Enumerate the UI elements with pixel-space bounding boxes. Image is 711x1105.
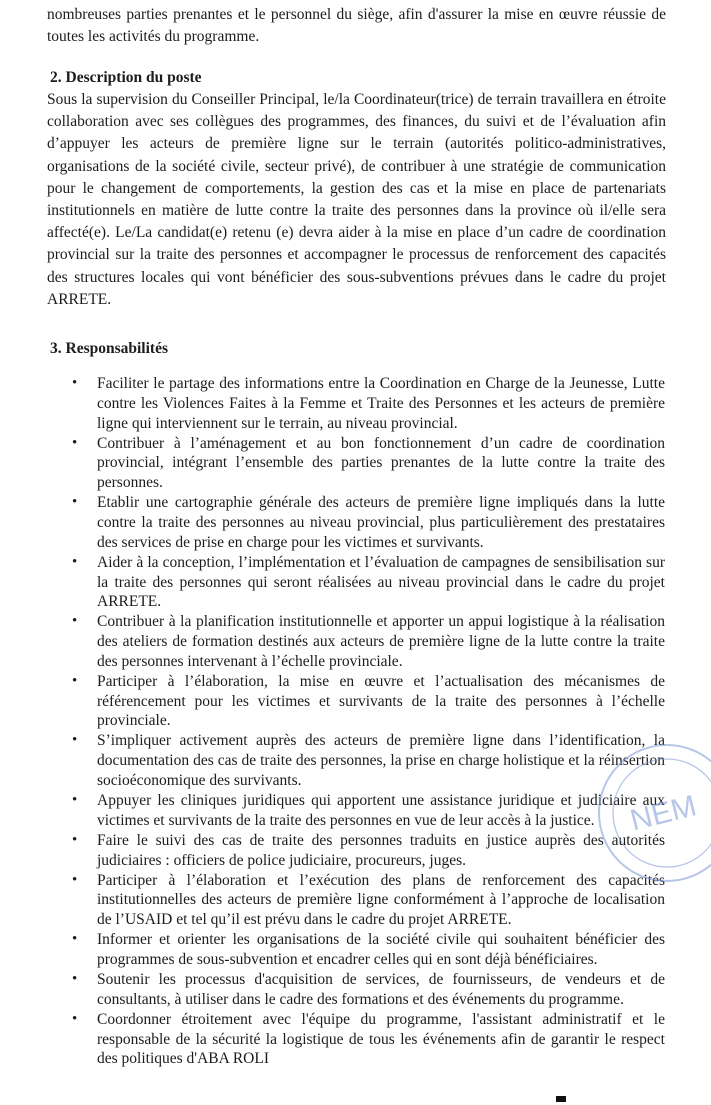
list-item (72, 434, 665, 493)
bullet-icon: • (72, 732, 78, 749)
section-heading-responsabilites: 3. Responsabilités (50, 340, 168, 357)
list-item-text: Participer à l’élaboration et l’exécution des plans de renforcement des capacités institutionnelles des acteurs de première ligne conformément à l’approche de localisation de l’USAID et tel qu’il est prévu dans le cadre du projet ARRETE. (97, 871, 665, 929)
list-item-text: Etablir une cartographie générale des acteurs de première ligne impliqués dans la lutte contre la traite des personnes au niveau provincial, plus particulièrement des prestataires des services de prise en charge pour les victimes et survivants. (97, 494, 665, 551)
stamp-seal-icon (592, 738, 711, 888)
list-item (72, 970, 665, 1010)
bullet-icon: • (72, 931, 78, 948)
list-item (72, 791, 665, 831)
list-item (72, 612, 665, 671)
list-item-text: Faire le suivi des cas de traite des personnes traduits en justice auprès des autorités judiciaires : officiers de police judiciaire, procureurs, juges. (97, 831, 665, 869)
bullet-icon: • (72, 792, 78, 809)
list-item-text: Coordonner étroitement avec l'équipe du programme, l'assistant administratif et le responsable de la sécurité la logistique de tous les événements afin de garantir le respect des politiques d'ABA ROLI (97, 1010, 665, 1068)
list-item-text: Aider à la conception, l’implémentation et l’évaluation de campagnes de sensibilisation sur la traite des personnes qui seront réalisées au niveau provincial dans le cadre du projet ARRETE. (97, 553, 665, 611)
bullet-icon: • (72, 494, 78, 511)
list-item-text: Appuyer les cliniques juridiques qui apportent une assistance juridique et judiciaire aux victimes et survivants de la traite des personnes en vue de leur accès à la justice. (97, 792, 665, 829)
list-item (72, 553, 665, 612)
list-item (72, 930, 665, 970)
list-item (72, 831, 665, 871)
list-item-text: Soutenir les processus d'acquisition de services, de fournisseurs, de vendeurs et de consultants, à utiliser dans le cadre des formations et des événements du programme. (97, 970, 665, 1008)
description-paragraph: Sous la supervision du Conseiller Principal, le/la Coordinateur(trice) de terrain travaillera en étroite collaboration avec ses collègues des programmes, des finances, du suivi et de l’évaluation afin d’appuyer les acteurs de première ligne sur le terrain (autorités politico-administratives, organisations de la société civile, secteur privé), de contribuer à une stratégie de communication pour le changement de comportements, la gestion des cas et la mise en place de partenariats institutionnels en matière de lutte contre la traite des personnes dans la province où il/elle sera affecté(e). Le/La candidat(e) retenu (e) devra aider à la mise en place d’un cadre de coordination provincial sur la traite des personnes et accompagner le processus de renforcement des capacités des structures locales qui vont bénéficier des sous-subventions prévues dans le cadre du projet ARRETE. (47, 91, 666, 308)
list-item (72, 374, 665, 433)
list-item (72, 672, 665, 731)
bullet-icon: • (72, 871, 78, 888)
bullet-icon: • (72, 434, 78, 451)
list-item (72, 871, 665, 930)
bullet-icon: • (72, 613, 78, 630)
section-heading-description: 2. Description du poste (50, 69, 202, 86)
list-item-text: Faciliter le partage des informations entre la Coordination en Charge de la Jeunesse, Lutte contre les Violences Faites à la Femme et Traite des Personnes et les acteurs de première ligne qui interviennent sur le terrain, au niveau provincial. (97, 375, 665, 432)
bullet-icon: • (72, 672, 78, 689)
intro-paragraph: nombreuses parties prenantes et le personnel du siège, afin d'assurer la mise en œuvre réussie de toutes les activités du programme. (47, 6, 666, 46)
bullet-icon: • (72, 831, 78, 848)
list-item (72, 731, 665, 790)
list-item-text: Informer et orienter les organisations de la société civile qui souhaitent bénéficier des programmes de sous-subvention et encadrer celles qui en sont déjà bénéficiaires. (97, 931, 665, 968)
list-item-text: Participer à l’élaboration, la mise en œuvre et l’actualisation des mécanismes de référencement pour les victimes et survivants de la traite des personnes à l’échelle provinciale. (97, 672, 665, 730)
scan-mark (556, 1096, 566, 1102)
stamp-text: NEM (626, 789, 700, 838)
list-item (72, 493, 665, 552)
responsibilities-list (0, 374, 711, 1069)
list-item-text: Contribuer à l’aménagement et au bon fonctionnement d’un cadre de coordination provincial, intégrant l’ensemble des parties prenantes de la lutte contre la traite des personnes. (97, 434, 665, 492)
list-item-text: Contribuer à la planification institutionnelle et apporter un appui logistique à la réalisation des ateliers de formation destinés aux acteurs de première ligne de la lutte contre la traite des personnes intervenant à l’échelle provinciale. (97, 613, 665, 670)
bullet-icon: • (72, 970, 78, 987)
list-item-text: S’impliquer activement auprès des acteurs de première ligne dans l’identification, la documentation des cas de traite des personnes, la prise en charge holistique et la réinsertion socioéconomique des survivants. (97, 732, 665, 790)
bullet-icon: • (72, 1010, 78, 1027)
bullet-icon: • (72, 375, 78, 391)
list-item (72, 1010, 665, 1069)
bullet-icon: • (72, 553, 78, 570)
